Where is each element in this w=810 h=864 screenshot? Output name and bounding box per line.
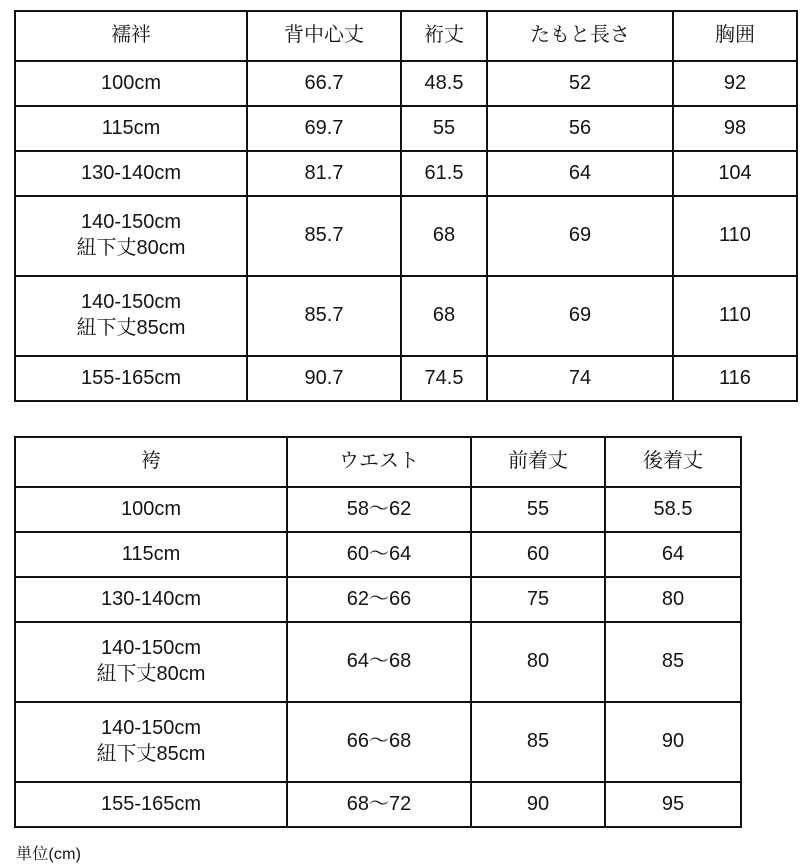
- row-label-line2: 紐下丈85cm: [96, 743, 206, 765]
- table-row: [15, 106, 797, 151]
- row-label: 155-165cm: [15, 782, 287, 827]
- column-header-back-length: 背中心丈: [247, 11, 401, 61]
- cell-sleeve-width: 74.5: [401, 356, 487, 401]
- table-row: [15, 622, 741, 702]
- cell-tamoto-length: 74: [487, 356, 673, 401]
- cell-back-length: 58.5: [605, 487, 741, 532]
- cell-tamoto-length: 52: [487, 61, 673, 106]
- cell-chest: 98: [673, 106, 797, 151]
- row-label-line1: 140-150cm: [100, 637, 202, 660]
- row-label: 115cm: [15, 106, 247, 151]
- cell-waist: 68〜72: [287, 782, 471, 827]
- column-header-sleeve-width: 裄丈: [401, 11, 487, 61]
- row-label: 130-140cm: [15, 577, 287, 622]
- cell-chest: 110: [673, 276, 797, 356]
- cell-sleeve-width: 48.5: [401, 61, 487, 106]
- juban-size-table: [14, 10, 798, 402]
- cell-back-length: 69.7: [247, 106, 401, 151]
- table-row: [15, 151, 797, 196]
- row-label: 115cm: [15, 532, 287, 577]
- row-label: [15, 276, 247, 356]
- cell-front-length: 80: [471, 622, 605, 702]
- column-header-waist: ウエスト: [287, 437, 471, 487]
- row-label: [15, 196, 247, 276]
- cell-sleeve-width: 68: [401, 276, 487, 356]
- table-row: [15, 356, 797, 401]
- table-header-row: [15, 437, 741, 487]
- cell-chest: 110: [673, 196, 797, 276]
- table-row: [15, 577, 741, 622]
- cell-back-length: 80: [605, 577, 741, 622]
- row-label: 130-140cm: [15, 151, 247, 196]
- table-row: [15, 276, 797, 356]
- cell-waist: 58〜62: [287, 487, 471, 532]
- cell-sleeve-width: 68: [401, 196, 487, 276]
- cell-chest: 92: [673, 61, 797, 106]
- row-label: [15, 702, 287, 782]
- cell-waist: 64〜68: [287, 622, 471, 702]
- row-label: 155-165cm: [15, 356, 247, 401]
- row-label-line2: 紐下丈80cm: [76, 237, 186, 259]
- cell-chest: 116: [673, 356, 797, 401]
- column-header-back-length: 後着丈: [605, 437, 741, 487]
- cell-front-length: 90: [471, 782, 605, 827]
- column-header-front-length: 前着丈: [471, 437, 605, 487]
- row-label-line1: 140-150cm: [80, 211, 182, 234]
- cell-back-length: 90.7: [247, 356, 401, 401]
- row-label-line1: 140-150cm: [80, 291, 182, 314]
- table-row: [15, 532, 741, 577]
- table-row: [15, 487, 741, 532]
- column-header-chest: 胸囲: [673, 11, 797, 61]
- unit-footnote: 単位(cm): [16, 846, 82, 863]
- row-label-line2: 紐下丈80cm: [96, 663, 206, 685]
- cell-back-length: 85: [605, 622, 741, 702]
- row-label: 100cm: [15, 487, 287, 532]
- cell-back-length: 85.7: [247, 276, 401, 356]
- column-header-garment: 襦袢: [15, 11, 247, 61]
- cell-chest: 104: [673, 151, 797, 196]
- table-row: [15, 61, 797, 106]
- row-label-line2: 紐下丈85cm: [76, 317, 186, 339]
- row-label: [15, 622, 287, 702]
- hakama-size-table: [14, 436, 742, 828]
- table-header-row: [15, 11, 797, 61]
- cell-sleeve-width: 55: [401, 106, 487, 151]
- table-row: [15, 196, 797, 276]
- cell-sleeve-width: 61.5: [401, 151, 487, 196]
- cell-tamoto-length: 69: [487, 276, 673, 356]
- column-header-tamoto-length: たもと長さ: [487, 11, 673, 61]
- cell-back-length: 64: [605, 532, 741, 577]
- cell-front-length: 75: [471, 577, 605, 622]
- table-gap: [14, 402, 796, 436]
- cell-front-length: 55: [471, 487, 605, 532]
- cell-back-length: 90: [605, 702, 741, 782]
- cell-back-length: 85.7: [247, 196, 401, 276]
- cell-front-length: 60: [471, 532, 605, 577]
- cell-tamoto-length: 64: [487, 151, 673, 196]
- cell-tamoto-length: 69: [487, 196, 673, 276]
- cell-front-length: 85: [471, 702, 605, 782]
- cell-back-length: 81.7: [247, 151, 401, 196]
- table-row: [15, 702, 741, 782]
- row-label: 100cm: [15, 61, 247, 106]
- cell-waist: 62〜66: [287, 577, 471, 622]
- cell-back-length: 66.7: [247, 61, 401, 106]
- cell-back-length: 95: [605, 782, 741, 827]
- row-label-line1: 140-150cm: [100, 717, 202, 740]
- cell-waist: 66〜68: [287, 702, 471, 782]
- column-header-garment: 袴: [15, 437, 287, 487]
- cell-waist: 60〜64: [287, 532, 471, 577]
- cell-tamoto-length: 56: [487, 106, 673, 151]
